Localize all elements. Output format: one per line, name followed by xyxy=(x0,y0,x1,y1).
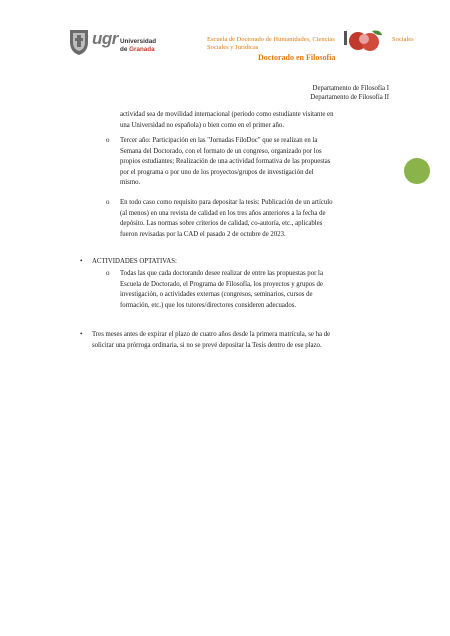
text-line: Todas las que cada doctorando desee realizar de entre las propuestas por la xyxy=(120,270,323,277)
logo-wordmark xyxy=(120,38,156,53)
text-line: Semana del Doctorado, con el formato de un congreso, organizado por los xyxy=(120,147,322,155)
text-line: Tercer año: Participación en las "Jornadas FiloDoc" que se realizan en la xyxy=(120,137,318,144)
text-line: solicitar una prórroga ordinaria, si no se prevé depositar la Tesis dentro de ese plazo. xyxy=(92,341,322,349)
logo-line-3: Granada xyxy=(129,45,155,53)
school-name: Escuela de Doctorado de Humanidades, Ciencias Sociales y Jurídicas xyxy=(207,36,335,51)
departments-block xyxy=(310,84,389,102)
text-line: Tres meses antes de expirar el plazo de cuatro años desde la primera matrícula, se ha de xyxy=(92,331,331,338)
decorative-green-circle xyxy=(404,158,430,184)
logo-line-1: Universidad xyxy=(120,38,157,45)
school-name-continued: Sociales xyxy=(392,36,414,43)
sub-bullet: o xyxy=(106,269,110,277)
university-logo xyxy=(68,28,156,58)
text-line: depósito. Las normas sobre criterios de calidad, co-autoría, etc., aplicables xyxy=(120,220,323,227)
text-line: fueron revisadas por la CAD el pasado 2 de octubre de 2023. xyxy=(120,230,286,238)
paragraph-optional-activities xyxy=(120,269,323,311)
university-crest-icon xyxy=(68,28,90,56)
paragraph-continuation xyxy=(120,110,333,131)
paragraph-extension xyxy=(92,330,330,351)
text-line: actividad sea de movilidad internacional (periodo como estudiante visitante en xyxy=(120,111,334,118)
logo-line-2: de xyxy=(120,45,128,53)
text-line: investigación, o actividades externas (congresos, seminarios, cursos de xyxy=(120,291,313,298)
bullet: • xyxy=(80,330,83,338)
sub-bullet: o xyxy=(106,198,110,206)
text-line: mismo. xyxy=(120,179,141,186)
text-line: formación, etc.) que los tutores/directores consideren adecuados. xyxy=(120,301,297,309)
department-1: Departamento de Filosofía I xyxy=(312,85,389,92)
sub-bullet: o xyxy=(106,136,110,144)
text-line: Escuela de Doctorado, el Programa de Filosofía, los proyectos y grupos de xyxy=(120,280,323,288)
paragraph-third-year xyxy=(120,136,330,189)
text-line: (al menos) en una revista de calidad en los tres años anteriores a la fecha de xyxy=(120,209,326,217)
program-title: Doctorado en Filosofía xyxy=(258,53,336,62)
text-line: propios estudiantes; Realización de una actividad formativa de las propuestas xyxy=(120,158,331,165)
text-line: por el programa o por uno de los proyectos/grupos de investigación del xyxy=(120,168,314,176)
optional-activities-heading: ACTIVIDADES OPTATIVAS: xyxy=(92,258,177,265)
text-line: una Universidad no española) o bien como en el primer año. xyxy=(120,121,285,129)
text-line: En todo caso como requisito para depositar la tesis: Publicación de un artículo xyxy=(120,199,333,206)
paragraph-deposit-requirement xyxy=(120,198,333,240)
bullet: • xyxy=(80,257,83,265)
logo-abbreviation: ugr xyxy=(92,29,118,48)
pomegranate-icon xyxy=(344,27,384,53)
department-2: Departamento de Filosofía II xyxy=(310,94,389,101)
